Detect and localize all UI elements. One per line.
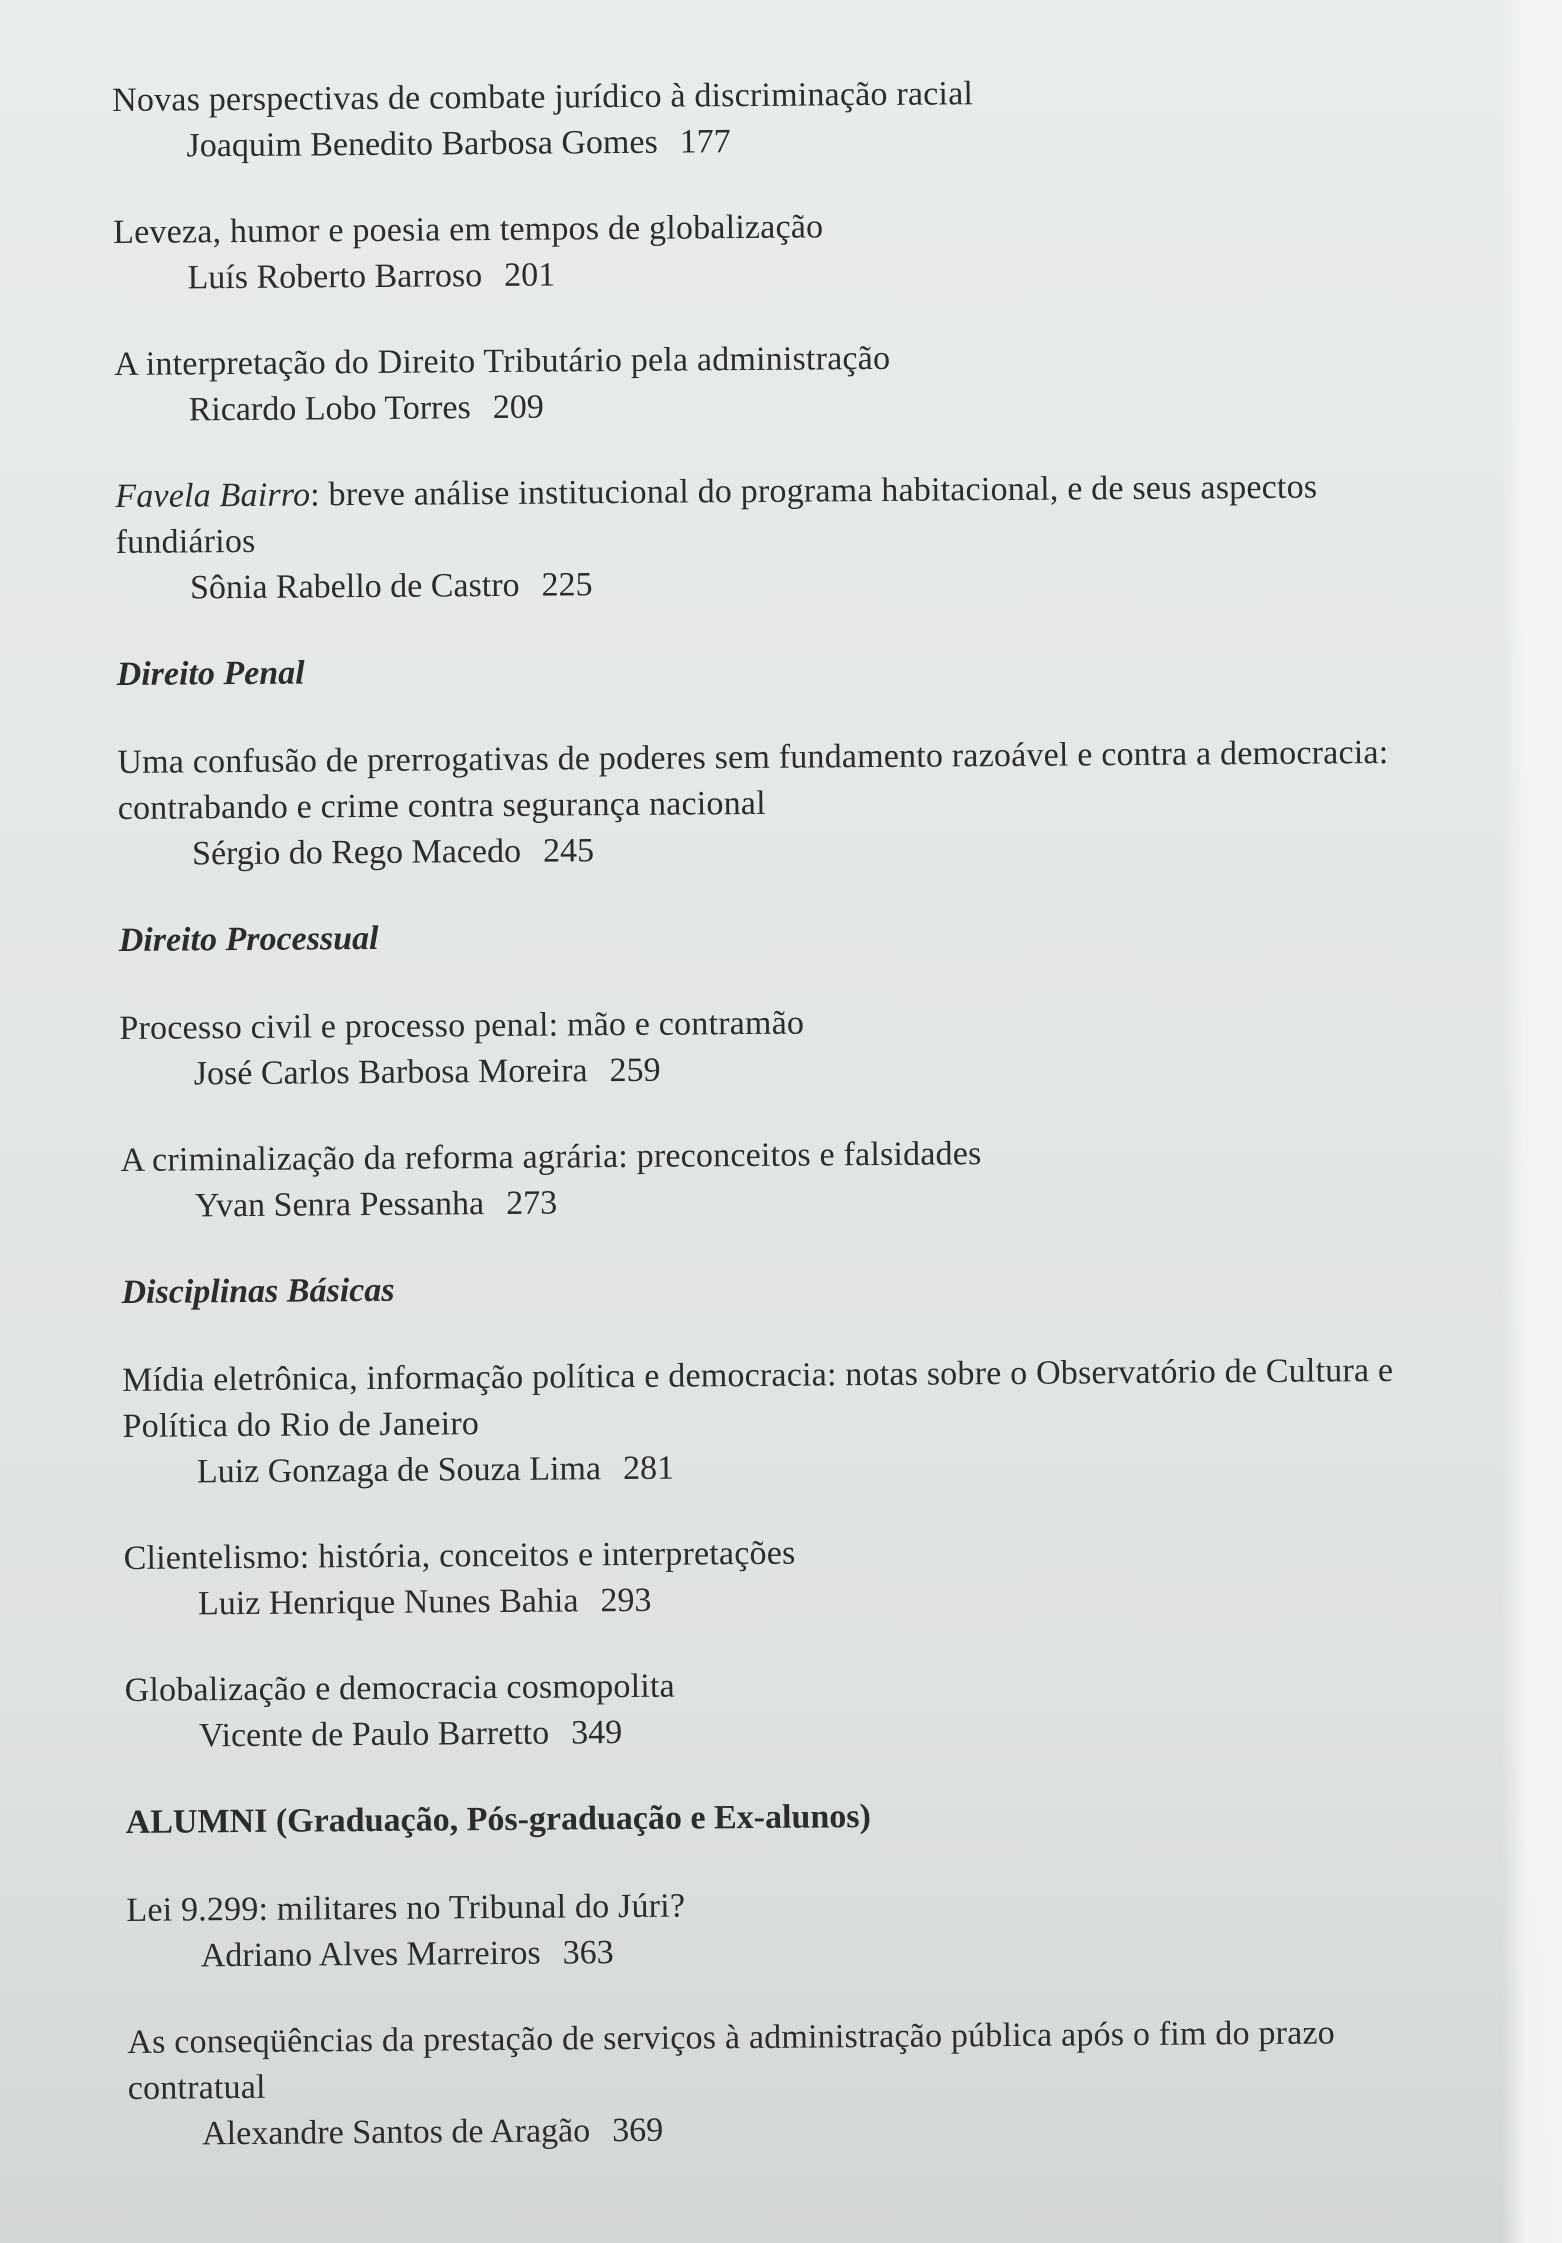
page-number: 273: [506, 1184, 558, 1222]
entry-title: Processo civil e processo penal: mão e contramão: [119, 1004, 805, 1047]
entry-title: A interpretação do Direito Tributário pela administração: [114, 339, 891, 383]
author-name: Joaquim Benedito Barbosa Gomes: [186, 123, 658, 165]
toc-entry: [126, 1878, 1427, 1980]
entry-author: [114, 378, 1414, 434]
toc-entry: [120, 1128, 1421, 1230]
author-name: Luiz Gonzaga de Souza Lima: [196, 1450, 602, 1491]
author-name: Adriano Alves Marreiros: [200, 1934, 541, 1975]
page-number: 363: [562, 1934, 614, 1972]
entry-author: [127, 1924, 1427, 1980]
author-name: Luiz Henrique Nunes Bahia: [197, 1582, 579, 1623]
page-number: 245: [542, 832, 595, 870]
author-name: Yvan Senra Pessanha: [194, 1185, 485, 1225]
entry-title: Mídia eletrônica, informação política e democracia: notas sobre o Observatório de Cultura e Política do Rio de Janeiro: [122, 1351, 1394, 1445]
entry-author: [121, 1174, 1421, 1230]
entry-title: [115, 464, 1416, 566]
toc-entry: [127, 2010, 1428, 2158]
entry-author: [128, 2102, 1428, 2158]
author-name: José Carlos Barbosa Moreira: [193, 1052, 588, 1093]
page-number: 349: [570, 1714, 623, 1752]
page-number: 225: [541, 566, 593, 604]
entry-title: Novas perspectivas de combate jurídico à discriminação racial: [112, 75, 974, 119]
toc-entry: [119, 996, 1420, 1098]
toc-entry: [112, 68, 1413, 170]
entry-author: [124, 1572, 1424, 1628]
author-name: Vicente de Paulo Barretto: [198, 1714, 550, 1755]
entry-title: Clientelismo: história, conceitos e interpretações: [123, 1534, 796, 1577]
author-name: Alexandre Santos de Aragão: [202, 2112, 591, 2153]
toc-entry: [123, 1526, 1424, 1628]
author-name: Sérgio do Rego Macedo: [191, 832, 522, 873]
entry-author: [123, 1440, 1423, 1496]
toc-entry: [122, 1348, 1423, 1496]
entry-title: Lei 9.299: militares no Tribunal do Júri?: [126, 1887, 686, 1929]
toc-entry: [114, 332, 1415, 434]
entry-author: [112, 114, 1412, 170]
entry-title-italic: Favela Bairro: [115, 476, 311, 515]
page-edge-shadow: [1502, 0, 1562, 2243]
table-of-contents: [112, 68, 1429, 2198]
section-heading-direito-penal: Direito Penal: [116, 654, 305, 693]
entry-author: [120, 1042, 1420, 1098]
section-heading-disciplinas-basicas: Disciplinas Básicas: [121, 1271, 395, 1311]
entry-title: A criminalização da reforma agrária: preconceitos e falsidades: [120, 1135, 982, 1179]
toc-entry: [115, 464, 1416, 612]
author-name: Luís Roberto Barroso: [187, 257, 483, 297]
entry-author: [118, 822, 1418, 878]
page-number: 201: [504, 256, 556, 294]
entry-author: [113, 246, 1413, 302]
entry-title-rest: : breve análise institucional do programa habitacional, e de seus aspectos fundiários: [115, 468, 1318, 561]
page-number: 259: [609, 1051, 661, 1090]
toc-entry: [113, 200, 1414, 302]
page-number: 369: [612, 2111, 664, 2150]
page-number: 177: [679, 123, 731, 161]
section-heading-direito-processual: Direito Processual: [118, 919, 379, 959]
entry-title: Uma confusão de prerrogativas de poderes sem fundamento razoável e contra a democracia: contrabando e crime contra segurança nacional: [117, 733, 1389, 827]
page-number: 209: [492, 388, 544, 427]
entry-title: Leveza, humor e poesia em tempos de globalização: [113, 208, 824, 251]
page-number: 281: [622, 1449, 675, 1488]
entry-author: [125, 1704, 1425, 1760]
toc-entry: [117, 730, 1418, 878]
author-name: Ricardo Lobo Torres: [188, 389, 471, 429]
page-number: 293: [600, 1581, 652, 1620]
entry-title: Globalização e democracia cosmopolita: [124, 1667, 676, 1709]
entry-author: [116, 556, 1416, 612]
entry-title: As conseqüências da prestação de serviços à administração pública após o fim do prazo contratual: [127, 2014, 1336, 2107]
author-name: Sônia Rabello de Castro: [189, 566, 520, 607]
section-heading-alumni: ALUMNI (Graduação, Pós-graduação e Ex-alunos): [125, 1798, 871, 1841]
toc-entry: [124, 1658, 1425, 1760]
